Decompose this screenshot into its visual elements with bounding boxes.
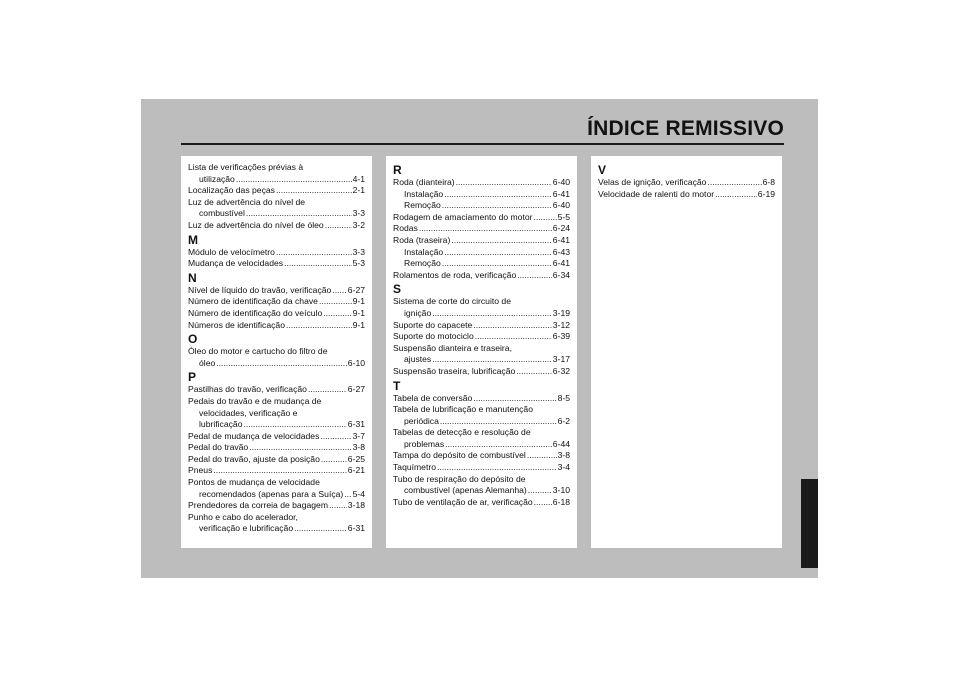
index-entry-text: Tubo de ventilação de ar, verificação	[393, 496, 533, 507]
index-page-number: 6-31	[347, 419, 365, 430]
index-entry	[393, 247, 570, 259]
index-page-number: 4-1	[352, 173, 365, 184]
index-page-number: 6-40	[552, 200, 570, 211]
index-page-number: 3-4	[557, 462, 570, 473]
page-title: ÍNDICE REMISSIVO	[587, 117, 784, 140]
index-page-number: 3-7	[352, 430, 365, 441]
dot-leader	[528, 485, 552, 497]
index-entry	[188, 384, 365, 396]
index-entry	[188, 465, 365, 477]
index-letter-heading: N	[188, 270, 197, 285]
dot-leader	[243, 419, 346, 431]
index-entry	[188, 489, 365, 501]
index-page-number: 6-41	[552, 258, 570, 269]
index-page-number: 9-1	[352, 307, 365, 318]
index-entry-text: Velas de ignição, verificação	[598, 177, 707, 187]
dot-leader	[419, 223, 552, 235]
dot-leader	[527, 450, 557, 462]
index-entry	[393, 354, 570, 366]
dot-leader	[249, 442, 351, 454]
index-page-number: 9-1	[352, 319, 365, 330]
index-page-number: 6-27	[347, 284, 365, 295]
index-entry-text: Pedal de mudança de velocidades	[188, 430, 320, 441]
index-page-number: 5-4	[352, 488, 365, 499]
index-entry	[393, 212, 570, 224]
index-page-number: 6-8	[762, 177, 775, 187]
index-entry	[188, 346, 365, 358]
index-entry-text: Pneus	[188, 465, 213, 476]
index-entry	[188, 185, 365, 197]
dot-leader	[286, 320, 352, 332]
index-page-number: 6-31	[347, 523, 365, 534]
dot-leader	[216, 358, 347, 370]
index-entry-text: Tampa do depósito de combustível	[393, 450, 526, 461]
index-entry-text: combustível (apenas Alemanha)	[404, 485, 527, 496]
index-entry-text: óleo	[199, 357, 216, 368]
index-letter-heading: S	[393, 282, 402, 297]
dot-leader	[276, 247, 352, 259]
dot-leader	[432, 354, 552, 366]
dot-leader	[715, 189, 757, 201]
index-entry	[393, 331, 570, 343]
dot-leader	[516, 366, 552, 378]
index-entry	[188, 285, 365, 297]
index-entry	[188, 454, 365, 466]
index-entry	[393, 404, 570, 416]
dot-leader	[444, 247, 552, 259]
index-entry	[393, 462, 570, 474]
dot-leader	[456, 177, 552, 189]
index-letter-heading: O	[188, 332, 198, 347]
index-page-number: 6-44	[552, 438, 570, 449]
index-entry-text: Óleo do motor e cartucho do filtro de	[188, 346, 328, 357]
index-entry	[393, 450, 570, 462]
index-entry	[188, 396, 365, 408]
index-entry	[393, 416, 570, 428]
index-entry	[188, 308, 365, 320]
index-entry-text: Luz de advertência do nível de	[188, 196, 306, 207]
index-entry	[188, 419, 365, 431]
dot-leader	[432, 308, 552, 320]
index-entry-text: Localização das peças	[188, 185, 275, 196]
index-entry	[188, 320, 365, 332]
index-entry-text: Número de identificação do veículo	[188, 307, 323, 318]
index-entry	[188, 197, 365, 209]
index-page-number: 6-27	[347, 384, 365, 395]
index-page-number: 6-19	[757, 188, 775, 199]
dot-leader	[323, 308, 351, 320]
index-entry-text: Rodagem de amaciamento do motor	[393, 211, 533, 222]
index-entry	[188, 247, 365, 259]
index-entry	[393, 235, 570, 247]
index-entry-text: Suspensão dianteira e traseira,	[393, 342, 512, 353]
dot-leader	[325, 220, 352, 232]
index-entry	[393, 439, 570, 451]
dot-leader	[321, 454, 347, 466]
dot-leader	[473, 320, 551, 332]
dot-leader	[329, 500, 347, 512]
index-page-number: 6-40	[552, 177, 570, 187]
index-page-number: 3-3	[352, 208, 365, 219]
index-page-number: 6-25	[347, 453, 365, 464]
dot-leader	[442, 200, 552, 212]
index-page-number: 6-34	[552, 269, 570, 280]
index-entry-text: verificação e lubrificação	[199, 523, 294, 534]
dot-leader	[437, 462, 557, 474]
index-page-number: 6-43	[552, 246, 570, 257]
dot-leader	[444, 189, 552, 201]
dot-leader	[442, 258, 552, 270]
index-entry-text: Prendedores da correia de bagagem	[188, 500, 328, 511]
index-column-3	[591, 156, 782, 548]
dot-leader	[332, 285, 346, 297]
dot-leader	[517, 270, 552, 282]
index-entry-text: Pastilhas do travão, verificação	[188, 384, 307, 395]
index-page-number: 6-41	[552, 234, 570, 245]
index-entry-text: Números de identificação	[188, 319, 285, 330]
index-entry-text: Suporte do motociclo	[393, 331, 474, 342]
index-entry	[393, 485, 570, 497]
dot-leader	[534, 212, 557, 224]
index-entry	[188, 162, 365, 174]
index-entry-text: Pedal do travão, ajuste da posição	[188, 453, 320, 464]
index-entry-text: recomendados (apenas para a Suíça)	[199, 488, 344, 499]
dot-leader	[707, 177, 761, 189]
index-entry-text: Velocidade de ralenti do motor	[598, 188, 715, 199]
index-entry	[188, 208, 365, 220]
index-entry	[188, 477, 365, 489]
dot-leader	[308, 384, 347, 396]
index-page-number: 8-5	[557, 392, 570, 403]
index-entry-text: Suspensão traseira, lubrificação	[393, 365, 516, 376]
dot-leader	[276, 185, 352, 197]
index-page-number: 5-5	[557, 211, 570, 222]
index-letter-heading: R	[393, 163, 402, 177]
index-entry	[393, 189, 570, 201]
index-page-number: 3-18	[347, 500, 365, 511]
index-page-number: 3-2	[352, 219, 365, 230]
index-entry-text: Módulo de velocímetro	[188, 246, 275, 257]
index-entry	[393, 308, 570, 320]
index-entry-text: Mudança de velocidades	[188, 258, 284, 269]
chapter-tab	[801, 479, 818, 568]
index-entry-text: lubrificação	[199, 419, 243, 430]
index-entry-text: Instalação	[404, 246, 444, 257]
index-page-number: 6-24	[552, 223, 570, 234]
index-page-number: 3-17	[552, 354, 570, 365]
index-entry	[188, 174, 365, 186]
dot-leader	[319, 296, 352, 308]
index-entry	[188, 358, 365, 370]
dot-leader	[236, 174, 352, 186]
index-entry	[188, 296, 365, 308]
index-entry-text: Número de identificação da chave	[188, 296, 318, 307]
index-entry-text: Tabela de lubrificação e manutenção	[393, 404, 533, 415]
index-entry	[393, 474, 570, 486]
index-entry	[188, 500, 365, 512]
index-column-1	[181, 156, 372, 548]
index-entry-text: ajustes	[404, 354, 432, 365]
index-column-2	[386, 156, 577, 548]
index-entry-text: Nível de líquido do travão, verificação	[188, 284, 332, 295]
index-page-number: 3-8	[352, 442, 365, 453]
index-page-number: 3-12	[552, 319, 570, 330]
dot-leader	[440, 416, 557, 428]
dot-leader	[284, 258, 352, 270]
index-entry-text: Remoção	[404, 258, 441, 269]
index-entry-text: Rolamentos de roda, verificação	[393, 269, 517, 280]
index-page-number: 5-3	[352, 258, 365, 269]
index-page-number: 3-8	[557, 450, 570, 461]
index-letter-heading: P	[188, 370, 197, 385]
dot-leader	[473, 393, 556, 405]
dot-leader	[534, 497, 552, 509]
index-entry-text: Remoção	[404, 200, 441, 211]
index-entry	[188, 442, 365, 454]
dot-leader	[451, 235, 551, 247]
index-entry-text: Sistema de corte do circuito de	[393, 296, 511, 307]
index-entry-text: Tubo de respiração do depósito de	[393, 473, 526, 484]
index-entry	[393, 270, 570, 282]
index-page-number: 3-10	[552, 485, 570, 496]
index-entry	[393, 366, 570, 378]
index-entry	[393, 393, 570, 405]
index-entry	[598, 189, 775, 201]
index-page-number: 9-1	[352, 296, 365, 307]
index-page-number: 2-1	[352, 185, 365, 196]
index-entry-text: Punho e cabo do acelerador,	[188, 511, 298, 522]
title-rule	[181, 143, 784, 145]
index-page	[141, 99, 818, 578]
dot-leader	[445, 439, 552, 451]
index-entry-text: utilização	[199, 173, 235, 184]
dot-leader	[294, 523, 347, 535]
index-letter-heading: T	[393, 378, 401, 393]
index-entry	[393, 258, 570, 270]
index-entry-text: Pedais do travão e de mudança de	[188, 395, 322, 406]
index-entry	[188, 431, 365, 443]
dot-leader	[344, 489, 351, 501]
index-entry-text: Tabela de conversão	[393, 392, 473, 403]
index-entry	[188, 523, 365, 535]
index-entry	[393, 296, 570, 308]
index-entry	[188, 258, 365, 270]
index-entry-text: Suporte do capacete	[393, 319, 473, 330]
index-entry	[393, 320, 570, 332]
index-entry-text: problemas	[404, 438, 445, 449]
index-entry-text: Instalação	[404, 188, 444, 199]
index-letter-heading: V	[598, 163, 607, 177]
dot-leader	[246, 208, 352, 220]
index-entry	[188, 512, 365, 524]
index-entry-text: Taquímetro	[393, 462, 436, 473]
index-entry	[188, 220, 365, 232]
index-entry-text: Roda (dianteira)	[393, 177, 455, 187]
index-letter-heading: M	[188, 232, 198, 247]
index-page-number: 6-21	[347, 465, 365, 476]
index-entry-text: Lista de verificações prévias à	[188, 162, 304, 172]
index-entry	[188, 408, 365, 420]
index-entry-text: Luz de advertência do nível de óleo	[188, 219, 324, 230]
index-entry	[393, 200, 570, 212]
index-entry-text: Pontos de mudança de velocidade	[188, 477, 320, 488]
dot-leader	[213, 465, 346, 477]
index-page-number: 3-19	[552, 307, 570, 318]
index-page-number: 6-32	[552, 365, 570, 376]
index-entry	[393, 223, 570, 235]
index-page-number: 6-18	[552, 496, 570, 507]
index-page-number: 6-10	[347, 357, 365, 368]
index-entry-text: velocidades, verificação e	[199, 407, 298, 418]
index-entry	[393, 177, 570, 189]
index-entry-text: Tabelas de detecção e resolução de	[393, 427, 531, 438]
index-entry-text: Roda (traseira)	[393, 234, 451, 245]
dot-leader	[320, 431, 351, 443]
index-entry-text: periódica	[404, 415, 439, 426]
index-entry-text: combustível	[199, 208, 245, 219]
index-entry	[393, 497, 570, 509]
index-entry-text: ignição	[404, 307, 432, 318]
index-page-number: 6-41	[552, 188, 570, 199]
dot-leader	[475, 331, 552, 343]
index-page-number: 3-3	[352, 246, 365, 257]
index-entry	[598, 177, 775, 189]
index-entry-text: Rodas	[393, 223, 418, 234]
index-page-number: 6-2	[557, 415, 570, 426]
index-entry	[393, 427, 570, 439]
index-entry	[393, 343, 570, 355]
index-page-number: 6-39	[552, 331, 570, 342]
index-entry-text: Pedal do travão	[188, 442, 249, 453]
